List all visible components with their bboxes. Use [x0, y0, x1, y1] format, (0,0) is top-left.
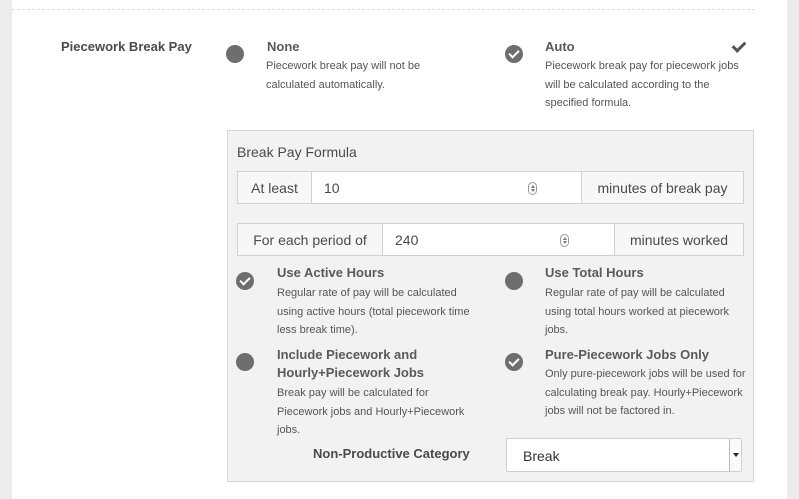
formula-title: Break Pay Formula [237, 144, 357, 160]
section-label: Piecework Break Pay [61, 39, 192, 54]
include-hourly-piecework-radio[interactable] [236, 353, 254, 371]
dropdown-arrow-icon[interactable] [729, 439, 741, 471]
selected-category-value: Break [523, 448, 560, 464]
at-least-minutes-input[interactable] [312, 172, 581, 203]
section-divider [12, 9, 755, 10]
period-value: 240 [395, 231, 419, 248]
use-total-hours-radio[interactable] [505, 272, 523, 290]
none-option-description: Piecework break pay will not be calculated automatically. [266, 60, 421, 91]
include-hourly-piecework-description: Break pay will be calculated for Piecework jobs and Hourly+Piecework jobs. [277, 387, 465, 436]
auto-option-description: Piecework break pay for piecework jobs will be calculated according to the specified formula. [545, 60, 739, 109]
period-prefix: For each period of [238, 224, 383, 255]
at-least-prefix: At least [238, 172, 312, 203]
use-total-hours-title: Use Total Hours [545, 265, 644, 280]
at-least-suffix: minutes of break pay [581, 172, 743, 203]
use-total-hours-description: Regular rate of pay will be calculated using total hours worked at piecework jobs. [545, 287, 730, 336]
non-productive-category-label: Non-Productive Category [313, 446, 470, 461]
spinner-icon[interactable] [528, 182, 537, 195]
pure-piecework-only-title: Pure-Piecework Jobs Only [545, 347, 710, 362]
none-radio[interactable] [226, 45, 244, 63]
pure-piecework-only-radio[interactable] [505, 353, 523, 371]
none-option-title: None [267, 39, 300, 54]
non-productive-category-select[interactable] [506, 438, 742, 472]
use-active-hours-title: Use Active Hours [277, 265, 385, 280]
include-hourly-piecework-title: Include Piecework and Hourly+Piecework Jobs [277, 347, 425, 380]
pure-piecework-only-description: Only pure-piecework jobs will be used for calculating break pay. Hourly+Piecework jobs will not be factored in. [545, 368, 746, 417]
at-least-input-group [237, 171, 744, 204]
selected-check-icon [731, 38, 743, 54]
spinner-icon[interactable] [560, 234, 569, 247]
at-least-value: 10 [324, 179, 340, 196]
auto-option-title: Auto [545, 39, 575, 54]
auto-radio[interactable] [505, 45, 523, 63]
use-active-hours-description: Regular rate of pay will be calculated using active hours (total piecework time less break time). [277, 287, 470, 336]
period-minutes-input[interactable] [383, 224, 614, 255]
period-input-group [237, 223, 744, 256]
use-active-hours-radio[interactable] [236, 272, 254, 290]
period-suffix: minutes worked [614, 224, 743, 255]
